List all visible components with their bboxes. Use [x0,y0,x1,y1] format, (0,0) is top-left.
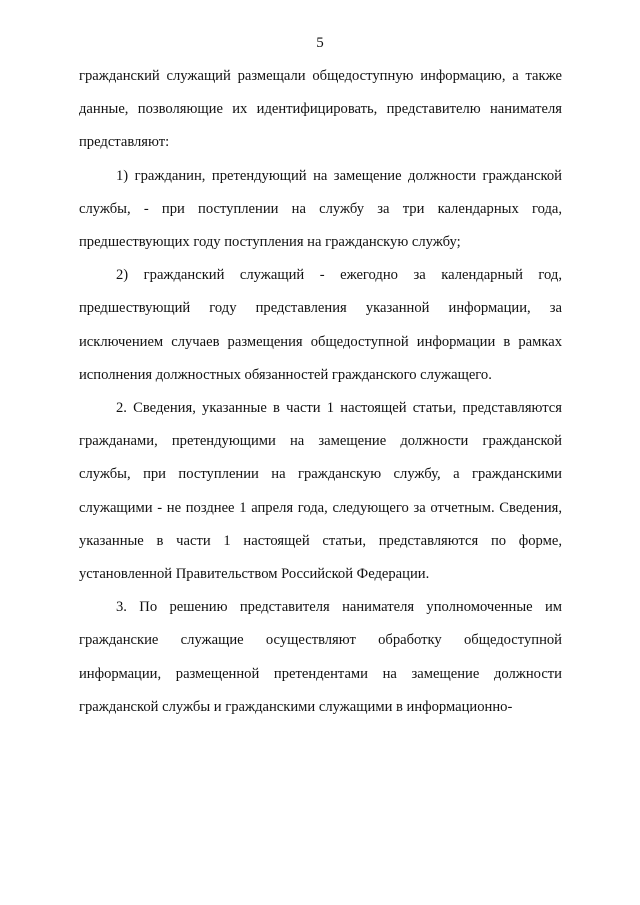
paragraph-continuation: гражданский служащий размещали общедоступную информацию, а также данные, позволяющие их идентифицировать, представителю нанимателя представляют: [79,68,562,151]
page-number: 5 [316,35,324,51]
paragraph-part-2: 2. Сведения, указанные в части 1 настоящей статьи, представляются гражданами, претендующими на замещение должности гражданской службы, при поступлении на гражданскую службу, а гражданскими служащими - не позднее 1 апреля года, следующего за отчетным. Сведения, указанные в части 1 настоящей статьи, представляются по форме, установленной Правительством Российской Федерации. [79,400,562,583]
paragraph-item-2: 2) гражданский служащий - ежегодно за календарный год, предшествующий году представления указанной информации, за исключением случаев размещения общедоступной информации в рамках исполнения должностных обязанностей гражданского служащего. [79,267,562,383]
paragraph-part-3: 3. По решению представителя нанимателя уполномоченные им гражданские служащие осуществляют обработку общедоступной информации, размещенной претендентами на замещение должности гражданской службы и гражданскими служащими в информационно- [79,599,562,715]
paragraph-item-1: 1) гражданин, претендующий на замещение должности гражданской службы, - при поступлении на службу за три календарных года, предшествующих году поступления на гражданскую службу; [79,167,562,251]
document-body [79,60,562,724]
